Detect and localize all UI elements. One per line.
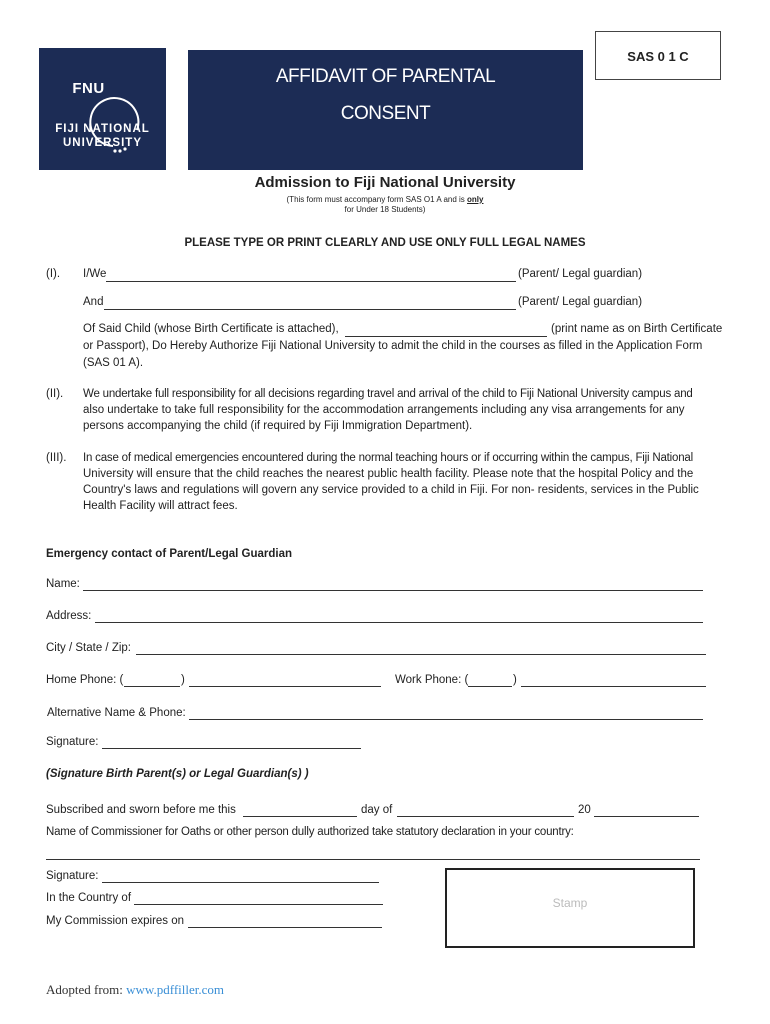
name-label: Name: (46, 578, 80, 590)
and-field[interactable] (104, 293, 516, 310)
title-line2: CONSENT (340, 103, 431, 124)
section3-line2: University will ensure that the child reaches the nearest public health facility. Please note that the hospital Policy and the (83, 468, 694, 480)
iwe-field[interactable] (106, 265, 516, 282)
commissioner-signature-label: Signature: (46, 870, 99, 882)
signature-note: (Signature Birth Parent(s) or Legal Guardian(s) ) (46, 768, 309, 780)
city-field[interactable] (136, 638, 706, 655)
section2-num: (II). (46, 388, 64, 400)
footer-prefix: Adopted from: (46, 982, 127, 997)
address-field[interactable] (95, 606, 703, 623)
commissioner-field[interactable] (46, 843, 700, 860)
home-phone-field[interactable] (189, 670, 381, 687)
logo-line2: UNIVERSITY (62, 137, 142, 149)
note-emphasis: only (467, 195, 484, 204)
title-line1: AFFIDAVIT OF PARENTAL (275, 66, 496, 87)
note-line1 (0, 195, 770, 204)
fnu-logo (39, 48, 166, 170)
home-phone-area-field[interactable] (124, 670, 180, 687)
fnu-logo-icon (39, 48, 166, 170)
and-label: And (83, 296, 104, 308)
child-para-a: Of Said Child (whose Birth Certificate is attached), (83, 323, 339, 335)
stamp-label: Stamp (552, 896, 588, 910)
stamp-box (445, 868, 695, 948)
section3-line3: Country's laws and regulations will govern any service provided to a child in Fiji. For non- residents, services in the Public (83, 484, 699, 496)
note-prefix: (This form must accompany form SAS O1 A and is (286, 195, 468, 204)
subscribed-label: Subscribed and sworn before me this (46, 804, 236, 816)
section2-line3: persons accompanying the child (if required by Fiji Immigration Department). (83, 420, 473, 432)
day-field[interactable] (243, 800, 357, 817)
address-label: Address: (46, 610, 92, 622)
title-banner (188, 50, 583, 170)
child-para-line2: or Passport), Do Hereby Authorize Fiji National University to admit the child in the courses as filled in the Application Form (83, 340, 703, 352)
city-label: City / State / Zip: (46, 642, 131, 654)
work-phone-field[interactable] (521, 670, 706, 687)
parent-label-1: (Parent/ Legal guardian) (518, 268, 643, 280)
month-field[interactable] (397, 800, 574, 817)
parent-label-2: (Parent/ Legal guardian) (518, 296, 643, 308)
child-para-b: (print name as on Birth Certificate (551, 323, 723, 335)
work-phone-area-field[interactable] (468, 670, 512, 687)
footer (46, 982, 224, 998)
iwe-label: I/We (83, 268, 107, 280)
subtitle: Admission to Fiji National University (254, 174, 516, 191)
year-label: 20 (578, 804, 591, 816)
form-code: SAS 0 1 C (595, 31, 721, 80)
expires-field[interactable] (188, 911, 382, 928)
section1-num: (I). (46, 268, 61, 280)
alt-label: Alternative Name & Phone: (47, 707, 186, 719)
country-label: In the Country of (46, 892, 132, 904)
signature-field[interactable] (102, 732, 361, 749)
expires-label: My Commission expires on (46, 915, 185, 927)
child-para-line3: (SAS 01 A). (83, 357, 144, 369)
footer-link[interactable]: www.pdffiller.com (126, 982, 224, 997)
commissioner-signature-field[interactable] (102, 866, 379, 883)
logo-line1: FIJI NATIONAL (55, 123, 150, 135)
name-field[interactable] (83, 574, 703, 591)
child-name-field[interactable] (345, 320, 547, 337)
home-phone-label: Home Phone: ( (46, 674, 124, 686)
section3-line4: Health Facility will attract fees. (83, 500, 238, 512)
work-phone-paren: ) (513, 674, 517, 686)
logo-initials: FNU (72, 80, 105, 97)
work-phone-label: Work Phone: ( (395, 674, 469, 686)
alt-field[interactable] (189, 703, 703, 720)
commissioner-label: Name of Commissioner for Oaths or other person dully authorized take statutory declaration in your country: (46, 826, 574, 838)
year-field[interactable] (594, 800, 699, 817)
signature-label: Signature: (46, 736, 99, 748)
section2-line2: also undertake to take full responsibility for the accommodation arrangements including any visa arrangements for any (83, 404, 685, 416)
section2-line1: We undertake full responsibility for all decisions regarding travel and arrival of the child to Fiji National University campus and (83, 388, 693, 400)
emergency-heading: Emergency contact of Parent/Legal Guardian (46, 548, 293, 560)
country-field[interactable] (134, 888, 383, 905)
note-line2: for Under 18 Students) (344, 205, 426, 214)
section3-line1: In case of medical emergencies encountered during the normal teaching hours or if occurring within the campus, Fiji National (83, 452, 693, 464)
home-phone-paren: ) (181, 674, 185, 686)
section3-num: (III). (46, 452, 67, 464)
day-of-label: day of (361, 804, 393, 816)
instruction: PLEASE TYPE OR PRINT CLEARLY AND USE ONLY FULL LEGAL NAMES (184, 237, 586, 249)
